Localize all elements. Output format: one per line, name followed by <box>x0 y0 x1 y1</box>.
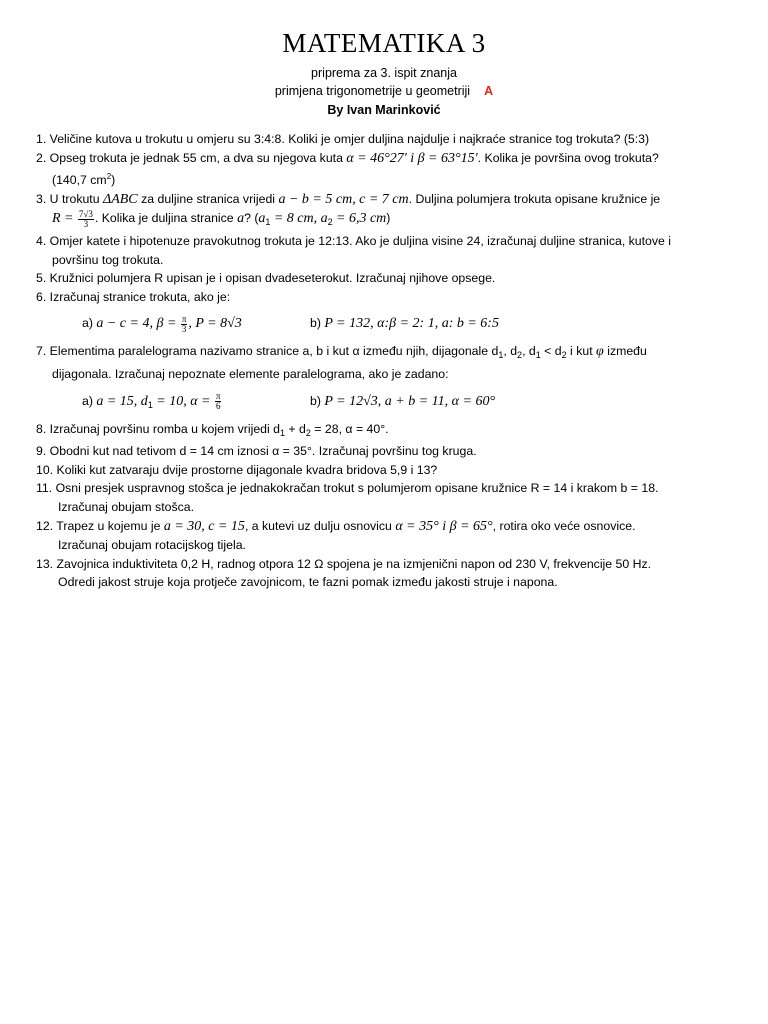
problem-3-line-2 <box>36 209 736 232</box>
problem-13: 13. Zavojnica induktiviteta 0,2 H, radnog otpora 12 Ω spojena je na izmjenični napon od 230 V, frekvencije 50 Hz. <box>36 556 652 571</box>
answer-a1-index: 1 <box>265 217 271 228</box>
case-b-label: b) <box>310 316 321 331</box>
problem-2-answer-exp: 2 <box>106 172 112 182</box>
problem-3-question: . Kolika je duljina stranice <box>94 211 234 226</box>
answer-a2: a <box>320 211 328 227</box>
problem-7-line-2: dijagonala. Izračunaj nepoznate elemente paralelograma, ako je zadano: <box>52 366 449 381</box>
case-a-math-2: , P = 8√3 <box>188 316 242 332</box>
problem-3-text: 3. U trokutu <box>36 191 100 206</box>
fraction-denominator: 3 <box>181 323 187 334</box>
d2-index: 2 <box>305 427 311 438</box>
d2-index-2: 2 <box>561 350 567 361</box>
problem-6: 6. Izračunaj stranice trokuta, ako je: <box>36 289 231 304</box>
problem-13-line-2: Odredi jakost struje koja protječe zavojnicom, te fazni pomak između jakosti struje i napona. <box>58 575 558 590</box>
problem-7-cases <box>36 384 736 420</box>
problem-3-side: a <box>237 211 245 227</box>
problem-11: 11. Osni presjek uspravnog stošca je jednakokračan trokut s polumjerom opisane kružnice R = 14 i krakom b = 18. <box>36 481 659 496</box>
problem-6-case-b <box>310 314 499 334</box>
problem-2-text: 2. Opseg trokuta je jednak 55 cm, a dva su njegova kuta <box>36 150 343 165</box>
problem-12-line-2: Izračunaj obujam rotacijskog tijela. <box>58 538 246 553</box>
fraction-denominator: 6 <box>215 400 221 411</box>
problem-8-rest: = 28, α = 40°. <box>310 421 389 436</box>
problem-3-paren: ? ( <box>244 211 259 226</box>
problem-2-answer-value: (140,7 cm <box>52 173 107 188</box>
problem-3 <box>36 190 736 210</box>
case-a-math: a = 15, d <box>96 393 148 409</box>
subtitle-topic <box>0 84 768 98</box>
case-a-label: a) <box>82 316 93 331</box>
problem-10: 10. Koliki kut zatvaraju dvije prostorne dijagonale kvadra bridova 5,9 i 13? <box>36 462 438 477</box>
variant-label: A <box>484 84 494 98</box>
problem-2-answer <box>36 168 736 190</box>
problem-12-text-2: , a kutevi uz dulju osnovicu <box>244 518 392 533</box>
fraction-numerator: 7√3 <box>78 208 93 219</box>
problem-7-text: 7. Elementima paralelograma nazivamo stranice a, b i kut α između njih, dijagonale d <box>36 344 499 359</box>
case-b-label: b) <box>310 393 321 408</box>
problem-12 <box>36 517 736 537</box>
problem-7-case-a <box>82 392 222 415</box>
problem-4: 4. Omjer katete i hipotenuze pravokutnog trokuta je 12:13. Ako je duljina visine 24, izračunaj duljine stranica, kutove i <box>36 233 672 248</box>
problem-1: 1. Veličine kutova u trokutu u omjeru su 3:4:8. Koliki je omjer duljina najdulje i najkraće stranice tog trokuta? (5:3) <box>36 132 650 146</box>
fraction-denominator: 3 <box>83 218 89 229</box>
problem-8-text: 8. Izračunaj površinu romba u kojem vrijedi d <box>36 421 280 436</box>
problem-8-plus: + d <box>285 421 306 436</box>
phi-symbol: φ <box>596 344 604 360</box>
subtitle-topic-text: primjena trigonometrije u geometriji <box>274 84 471 98</box>
problem-3-text-2: za duljine stranica vrijedi <box>141 191 276 206</box>
problem-12-text: 12. Trapez u kojemu je <box>36 518 161 533</box>
problem-11-line-2: Izračunaj obujam stošca. <box>58 499 195 514</box>
problem-5: 5. Kružnici polumjera R upisan je i opisan dvadeseterokut. Izračunaj njihove opsege. <box>36 271 496 286</box>
problem-7-case-b <box>310 392 495 412</box>
problem-7-angle: i kut <box>566 344 593 359</box>
fraction-numerator: π <box>215 390 221 401</box>
problem-6-case-a <box>82 314 242 334</box>
fraction-numerator: π <box>181 313 187 324</box>
problem-2-and: i <box>410 150 415 166</box>
d2-index: 2 <box>517 350 523 361</box>
d1-index-2: 1 <box>535 350 541 361</box>
case-a-fraction <box>215 392 222 411</box>
case-a-fraction <box>181 315 188 334</box>
problem-8 <box>36 420 736 443</box>
problem-3-text-3: . Duljina polumjera trokuta opisane kružnice je <box>408 191 661 206</box>
case-a-index: 1 <box>147 399 153 410</box>
problem-6-cases <box>36 306 736 342</box>
case-a-label: a) <box>82 393 93 408</box>
problem-7-lt: < d <box>540 344 562 359</box>
problem-7-sep-2: , d <box>522 344 536 359</box>
page-title: MATEMATIKA 3 <box>282 28 486 58</box>
problem-3-paren-close: ) <box>386 211 391 226</box>
problem-3-fraction <box>78 210 94 229</box>
problem-3-radius: R = <box>52 211 74 227</box>
problem-12-text-3: , rotira oko veće osnovice. <box>492 518 636 533</box>
problem-7-between: između <box>607 344 647 359</box>
problem-2-answer-close: ) <box>111 173 116 188</box>
answer-a2-index: 2 <box>327 217 333 228</box>
case-a-math: a − c = 4, β = <box>96 316 177 332</box>
problem-2-question: . Kolika je površina ovog trokuta? <box>477 150 659 165</box>
answer-a1-value: = 8 cm, <box>273 211 318 227</box>
problem-2 <box>36 149 736 169</box>
problem-2-beta: β = 63°15′ <box>417 150 478 166</box>
problem-4-line-2: površinu tog trokuta. <box>52 252 164 267</box>
answer-a2-value: = 6,3 cm <box>336 211 387 227</box>
problem-list <box>36 130 736 592</box>
subtitle-exam: priprema za 3. ispit znanja <box>311 66 457 80</box>
problem-7-sep: , d <box>503 344 518 359</box>
problem-12-sides: a = 30, c = 15 <box>163 518 245 534</box>
problem-7 <box>36 342 736 365</box>
problem-3-triangle: ΔABC <box>102 191 138 207</box>
problem-12-angles: α = 35° i β = 65° <box>395 518 493 534</box>
problem-2-alpha: α = 46°27′ <box>346 150 407 166</box>
d1-index: 1 <box>280 427 286 438</box>
case-a-math-2: = 10, α = <box>156 393 211 409</box>
case-b-math: P = 132, α:β = 2: 1, a: b = 6:5 <box>324 316 499 332</box>
d1-index: 1 <box>498 350 504 361</box>
answer-a1: a <box>258 211 266 227</box>
case-b-math: P = 12√3, a + b = 11, α = 60° <box>324 393 496 409</box>
problem-9: 9. Obodni kut nad tetivom d = 14 cm iznosi α = 35°. Izračunaj površinu tog kruga. <box>36 444 477 459</box>
author: By Ivan Marinković <box>327 103 441 117</box>
problem-3-cond-2: c = 7 cm <box>359 191 409 207</box>
problem-3-cond-1: a − b = 5 cm, <box>278 191 356 207</box>
